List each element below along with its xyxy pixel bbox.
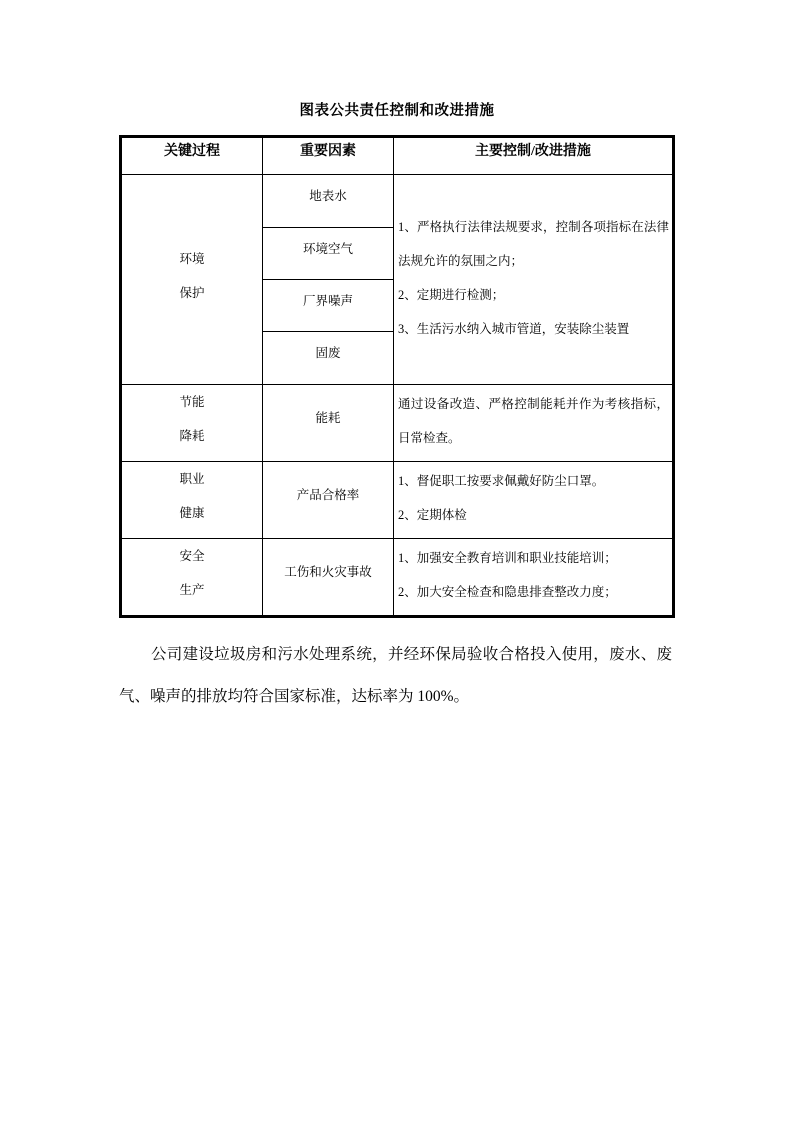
process-cell-production-safety [121,539,263,617]
measure-line: 1、督促职工按要求佩戴好防尘口罩。 [398,474,605,488]
measures-cell-production-safety [394,539,674,617]
document-title: 图表公共责任控制和改进措施 [299,103,495,119]
table-row [121,462,674,539]
measure-line: 2、定期进行检测； [398,287,505,302]
process-cell-energy-saving [121,385,263,462]
measures-cell-occupational-health [394,462,674,539]
header-main-measures: 主要控制/改进措施 [394,137,674,175]
measure-line: 2、加大安全检查和隐患排查整改力度； [398,585,617,599]
process-line: 健康 [179,506,205,520]
process-line: 环境 [179,251,205,266]
process-cell-occupational-health [121,462,263,539]
measure-line: 1、加强安全教育培训和职业技能培训； [398,551,617,565]
header-important-factor: 重要因素 [263,137,394,175]
process-line: 职业 [179,472,205,486]
factor-cell-solid-waste: 固废 [263,332,394,385]
factor-cell-surface-water: 地表水 [263,175,394,228]
process-line: 安全 [179,549,205,563]
measure-line: 通过设备改造、严格控制能耗并作为考核指标，日常检查。 [398,397,669,445]
measure-line: 2、定期体检 [398,508,467,522]
measure-line: 3、生活污水纳入城市管道，安装除尘装置 [398,321,630,336]
measures-cell-environment [394,175,674,385]
header-key-process: 关键过程 [121,137,263,175]
factor-cell-product-pass-rate: 产品合格率 [263,462,394,539]
factor-cell-injury-fire-accidents: 工伤和火灾事故 [263,539,394,617]
responsibility-table [119,135,675,618]
table-row [121,539,674,617]
closing-paragraph: 公司建设垃圾房和污水处理系统，并经环保局验收合格投入使用，废水、废气、噪声的排放均符合国家标准，达标率为 100%。 [119,646,672,705]
process-line: 节能 [179,395,205,409]
process-line: 保护 [179,285,205,300]
factor-cell-boundary-noise: 厂界噪声 [263,280,394,332]
measures-cell-energy-saving [394,385,674,462]
factor-cell-energy-consumption: 能耗 [263,385,394,462]
table-header-row [121,137,674,175]
process-line: 降耗 [179,429,205,443]
table-row [121,175,674,228]
factor-cell-ambient-air: 环境空气 [263,228,394,280]
table-row [121,385,674,462]
process-cell-environment [121,175,263,385]
measure-line: 1、严格执行法律法规要求，控制各项指标在法律法规允许的氛围之内； [398,219,669,268]
process-line: 生产 [179,583,205,597]
